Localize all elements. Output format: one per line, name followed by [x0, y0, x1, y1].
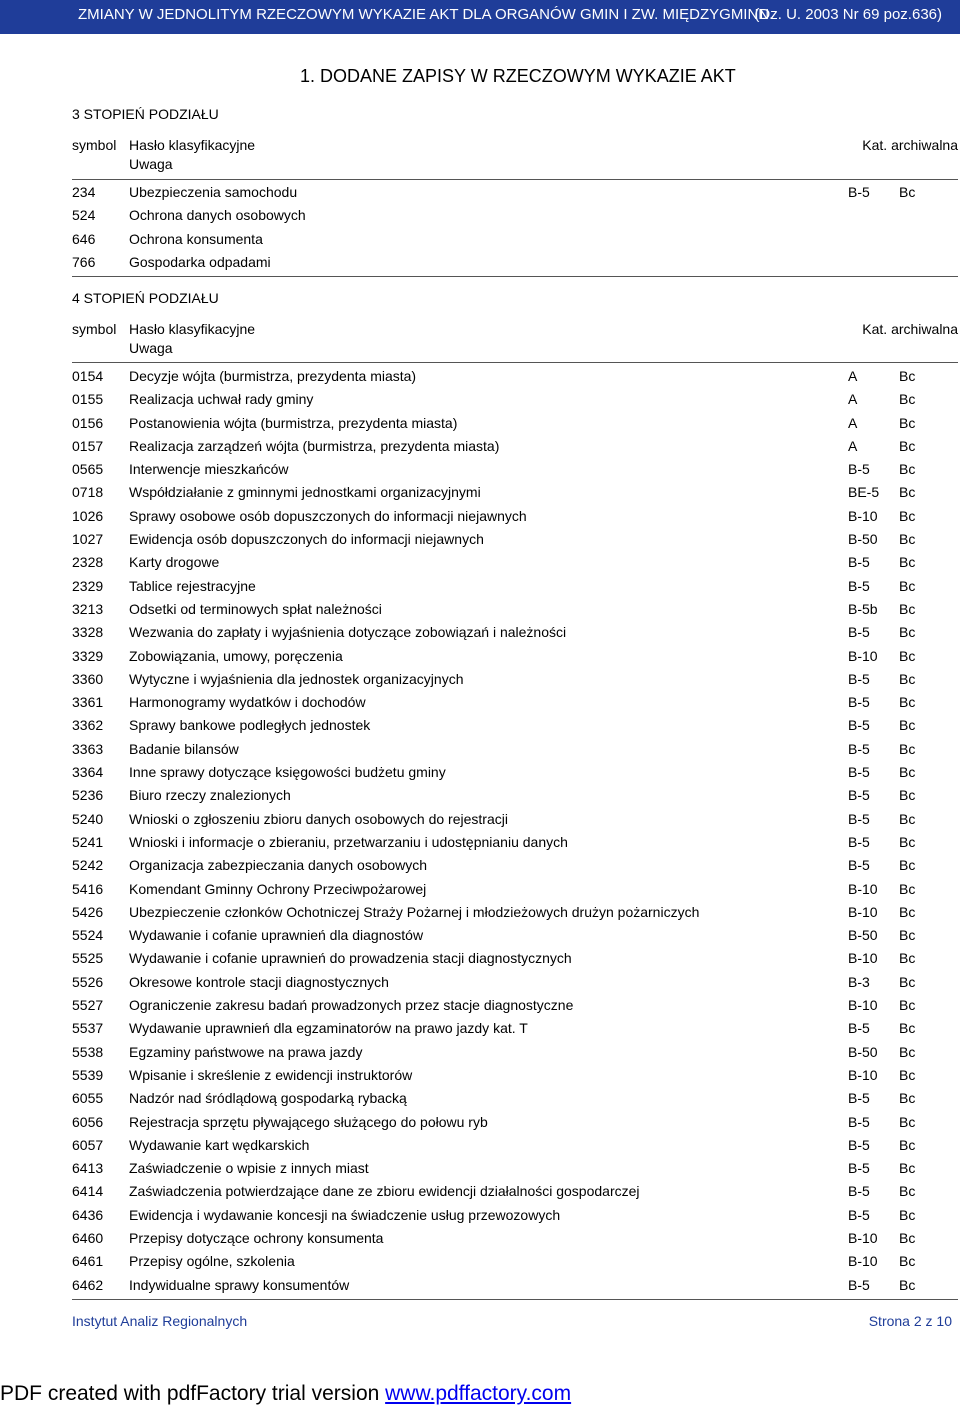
row-haslo: Sprawy bankowe podległych jednostek [129, 717, 371, 734]
row-symbol: 5527 [72, 997, 104, 1014]
row-haslo: Zobowiązania, umowy, poręczenia [129, 647, 343, 664]
table-row [72, 1227, 958, 1250]
row-kat-archiwalna: B-10 [848, 1066, 878, 1083]
row-kat-archiwalna: B-5 [848, 1206, 870, 1223]
pdf-trial-note [0, 1382, 571, 1406]
table-row [72, 1204, 958, 1227]
row-kat-bc: Bc [899, 368, 916, 384]
table-row [72, 901, 958, 924]
row-kat-archiwalna: B-10 [848, 880, 878, 897]
row-haslo: Nadzór nad śródlądową gospodarką rybacką [129, 1090, 407, 1107]
row-kat-bc: Bc [899, 1253, 916, 1270]
row-haslo: Okresowe kontrole stacji diagnostycznych [129, 973, 389, 990]
row-kat-archiwalna: A [848, 368, 858, 384]
table-row [72, 1157, 958, 1180]
table-row [72, 228, 958, 251]
table-row [72, 924, 958, 947]
row-symbol: 2329 [72, 577, 104, 594]
row-haslo: Organizacja zabezpieczania danych osobowych [129, 857, 428, 874]
row-haslo: Inne sprawy dotyczące księgowości budżetu gminy [129, 764, 446, 781]
row-symbol: 6413 [72, 1160, 104, 1177]
row-haslo: Postanowienia wójta (burmistrza, prezydenta miasta) [129, 414, 458, 431]
row-kat-archiwalna: B-5 [848, 184, 870, 200]
row-kat-bc: Bc [899, 997, 916, 1014]
row-symbol: 5526 [72, 973, 104, 990]
row-kat-bc: Bc [899, 1276, 916, 1293]
row-haslo: Ewidencja i wydawanie koncesji na świadczenie usług przewozowych [129, 1206, 561, 1223]
row-kat-bc: Bc [899, 554, 916, 571]
row-symbol: 3364 [72, 764, 104, 781]
row-haslo: Harmonogramy wydatków i dochodów [129, 694, 366, 711]
row-kat-archiwalna: BE-5 [848, 484, 880, 501]
row-symbol: 6436 [72, 1206, 104, 1223]
row-kat-archiwalna: B-5 [848, 717, 870, 734]
table-row [72, 598, 958, 621]
row-kat-bc: Bc [899, 903, 916, 920]
row-symbol: 3361 [72, 694, 104, 711]
row-symbol: 5416 [72, 880, 104, 897]
row-kat-bc: Bc [899, 600, 916, 617]
row-kat-archiwalna: B-50 [848, 927, 878, 944]
row-symbol: 5537 [72, 1020, 104, 1037]
column-header-haslo: Hasło klasyfikacyjne [129, 321, 256, 337]
row-symbol: 646 [72, 230, 96, 247]
table-row [72, 528, 958, 551]
row-symbol: 6056 [72, 1113, 104, 1130]
row-symbol: 5241 [72, 833, 104, 850]
row-haslo: Ochrona konsumenta [129, 230, 263, 247]
row-symbol: 0154 [72, 368, 104, 384]
row-symbol: 1027 [72, 531, 104, 548]
row-kat-archiwalna: B-5 [848, 461, 870, 478]
row-kat-archiwalna: B-10 [848, 903, 878, 920]
row-haslo: Wytyczne i wyjaśnienia dla jednostek organizacyjnych [129, 670, 464, 687]
row-kat-archiwalna: B-10 [848, 507, 878, 524]
row-kat-bc: Bc [899, 880, 916, 897]
row-haslo: Komendant Gminny Ochrony Przeciwpożarowej [129, 880, 427, 897]
row-kat-bc: Bc [899, 717, 916, 734]
table-row [72, 181, 958, 204]
row-haslo: Interwencje mieszkańców [129, 461, 289, 478]
footer-page-number: Strona 2 z 10 [868, 1313, 952, 1329]
column-header-symbol: symbol [72, 321, 117, 337]
table-row [72, 994, 958, 1017]
row-symbol: 5538 [72, 1043, 104, 1060]
document-header-reference: (Dz. U. 2003 Nr 69 poz.636) [754, 6, 942, 23]
level4-header-divider [72, 362, 958, 363]
row-symbol: 234 [72, 184, 96, 200]
document-header-title: ZMIANY W JEDNOLITYM RZECZOWYM WYKAZIE AKT DLA ORGANÓW GMIN I ZW. MIĘDZYGMINN. [78, 6, 774, 23]
row-kat-bc: Bc [899, 1043, 916, 1060]
table-row [72, 831, 958, 854]
row-symbol: 3329 [72, 647, 104, 664]
table-row [72, 481, 958, 504]
document-header-banner [0, 0, 960, 34]
table-row [72, 1041, 958, 1064]
row-kat-bc: Bc [899, 787, 916, 804]
row-haslo: Realizacja uchwał rady gminy [129, 391, 314, 408]
table-row [72, 1064, 958, 1087]
table-row [72, 412, 958, 435]
table-row [72, 691, 958, 714]
level3-title: 3 STOPIEŃ PODZIAŁU [72, 106, 219, 122]
row-symbol: 5539 [72, 1066, 104, 1083]
row-symbol: 0565 [72, 461, 104, 478]
row-haslo: Współdziałanie z gminnymi jednostkami organizacyjnymi [129, 484, 481, 501]
row-symbol: 5236 [72, 787, 104, 804]
row-haslo: Wydawanie i cofanie uprawnień do prowadzenia stacji diagnostycznych [129, 950, 572, 967]
row-symbol: 3363 [72, 740, 104, 757]
row-symbol: 5426 [72, 903, 104, 920]
row-symbol: 0155 [72, 391, 104, 408]
row-symbol: 6055 [72, 1090, 104, 1107]
row-kat-archiwalna: B-5 [848, 554, 870, 571]
row-haslo: Przepisy ogólne, szkolenia [129, 1253, 295, 1270]
row-kat-archiwalna: A [848, 391, 858, 408]
table-row [72, 204, 958, 227]
column-header-kat: Kat. archiwalna [862, 321, 958, 337]
row-symbol: 3360 [72, 670, 104, 687]
row-haslo: Przepisy dotyczące ochrony konsumenta [129, 1229, 384, 1246]
table-row [72, 1180, 958, 1203]
row-kat-bc: Bc [899, 950, 916, 967]
row-kat-bc: Bc [899, 1229, 916, 1246]
row-kat-archiwalna: B-5 [848, 1276, 870, 1293]
row-kat-bc: Bc [899, 833, 916, 850]
table-row [72, 1111, 958, 1134]
row-kat-archiwalna: B-10 [848, 1229, 878, 1246]
column-header-uwaga: Uwaga [129, 340, 173, 356]
pdf-trial-text: PDF created with pdfFactory trial version [0, 1382, 386, 1405]
row-kat-archiwalna: B-5 [848, 1113, 870, 1130]
table-row [72, 435, 958, 458]
level3-bottom-divider [72, 276, 958, 277]
level3-table [72, 181, 958, 274]
table-row [72, 784, 958, 807]
row-kat-bc: Bc [899, 647, 916, 664]
row-kat-archiwalna: B-5 [848, 1020, 870, 1037]
row-haslo: Badanie bilansów [129, 740, 239, 757]
pdffactory-link[interactable]: www.pdffactory.com [385, 1382, 572, 1405]
row-haslo: Zaświadczenia potwierdzające dane ze zbioru ewidencji działalności gospodarczej [129, 1183, 640, 1200]
section-title: 1. DODANE ZAPISY W RZECZOWYM WYKAZIE AKT [300, 66, 736, 86]
table-row [72, 1134, 958, 1157]
row-symbol: 0156 [72, 414, 104, 431]
row-haslo: Wnioski o zgłoszeniu zbioru danych osobowych do rejestracji [129, 810, 508, 827]
row-haslo: Wydawanie uprawnień dla egzaminatorów na prawo jazdy kat. T [129, 1020, 528, 1037]
table-row [72, 365, 958, 388]
row-haslo: Realizacja zarządzeń wójta (burmistrza, prezydenta miasta) [129, 437, 500, 454]
row-symbol: 5525 [72, 950, 104, 967]
row-kat-bc: Bc [899, 1020, 916, 1037]
row-haslo: Decyzje wójta (burmistrza, prezydenta miasta) [129, 368, 417, 384]
row-kat-archiwalna: B-5 [848, 670, 870, 687]
row-kat-bc: Bc [899, 857, 916, 874]
row-kat-archiwalna: B-5b [848, 600, 878, 617]
row-kat-bc: Bc [899, 391, 916, 408]
row-kat-archiwalna: B-5 [848, 694, 870, 711]
row-kat-archiwalna: B-10 [848, 1253, 878, 1270]
row-kat-archiwalna: B-5 [848, 1183, 870, 1200]
column-header-kat: Kat. archiwalna [862, 137, 958, 153]
column-header-symbol: symbol [72, 137, 117, 153]
footer-divider [72, 1299, 958, 1300]
table-row [72, 645, 958, 668]
row-symbol: 6460 [72, 1229, 104, 1246]
table-row [72, 878, 958, 901]
table-row [72, 1087, 958, 1110]
level4-title: 4 STOPIEŃ PODZIAŁU [72, 290, 219, 306]
row-symbol: 524 [72, 207, 96, 224]
table-row [72, 808, 958, 831]
row-kat-bc: Bc [899, 507, 916, 524]
row-symbol: 2328 [72, 554, 104, 571]
row-haslo: Ubezpieczenie członków Ochotniczej Straży Pożarnej i młodzieżowych drużyn pożarniczych [129, 903, 700, 920]
level3-column-header [72, 137, 958, 177]
row-kat-archiwalna: B-5 [848, 810, 870, 827]
row-kat-bc: Bc [899, 1160, 916, 1177]
row-kat-archiwalna: B-5 [848, 764, 870, 781]
row-kat-archiwalna: B-5 [848, 857, 870, 874]
row-symbol: 0157 [72, 437, 104, 454]
row-kat-archiwalna: B-5 [848, 833, 870, 850]
row-haslo: Tablice rejestracyjne [129, 577, 256, 594]
row-kat-bc: Bc [899, 624, 916, 641]
table-row [72, 1250, 958, 1273]
row-symbol: 6414 [72, 1183, 104, 1200]
row-kat-bc: Bc [899, 1113, 916, 1130]
row-symbol: 5524 [72, 927, 104, 944]
row-kat-archiwalna: B-50 [848, 1043, 878, 1060]
row-kat-bc: Bc [899, 973, 916, 990]
row-kat-archiwalna: B-5 [848, 577, 870, 594]
footer-institute: Instytut Analiz Regionalnych [72, 1313, 248, 1329]
row-symbol: 5242 [72, 857, 104, 874]
row-kat-bc: Bc [899, 740, 916, 757]
row-kat-archiwalna: B-50 [848, 531, 878, 548]
row-kat-bc: Bc [899, 927, 916, 944]
row-haslo: Biuro rzeczy znalezionych [129, 787, 291, 804]
table-row [72, 575, 958, 598]
row-haslo: Odsetki od terminowych spłat należności [129, 600, 382, 617]
row-haslo: Ochrona danych osobowych [129, 207, 306, 224]
table-row [72, 621, 958, 644]
row-kat-bc: Bc [899, 484, 916, 501]
row-kat-bc: Bc [899, 1066, 916, 1083]
row-haslo: Sprawy osobowe osób dopuszczonych do informacji niejawnych [129, 507, 527, 524]
row-haslo: Ewidencja osób dopuszczonych do informacji niejawnych [129, 531, 484, 548]
row-symbol: 5240 [72, 810, 104, 827]
row-kat-archiwalna: B-3 [848, 973, 870, 990]
row-symbol: 6057 [72, 1136, 104, 1153]
table-row [72, 738, 958, 761]
row-kat-bc: Bc [899, 670, 916, 687]
level3-header-divider [72, 179, 958, 180]
row-kat-archiwalna: A [848, 414, 858, 431]
row-haslo: Wpisanie i skreślenie z ewidencji instruktorów [129, 1066, 413, 1083]
level4-column-header [72, 321, 958, 361]
table-row [72, 251, 958, 274]
row-kat-bc: Bc [899, 1136, 916, 1153]
row-symbol: 1026 [72, 507, 104, 524]
row-kat-bc: Bc [899, 461, 916, 478]
row-haslo: Zaświadczenie o wpisie z innych miast [129, 1160, 369, 1177]
table-row [72, 854, 958, 877]
table-row [72, 505, 958, 528]
row-haslo: Karty drogowe [129, 554, 220, 571]
row-kat-archiwalna: B-5 [848, 740, 870, 757]
row-kat-bc: Bc [899, 1183, 916, 1200]
row-haslo: Indywidualne sprawy konsumentów [129, 1276, 350, 1293]
table-row [72, 761, 958, 784]
row-haslo: Ograniczenie zakresu badań prowadzonych przez stacje diagnostyczne [129, 997, 574, 1014]
row-kat-bc: Bc [899, 184, 916, 200]
row-haslo: Ubezpieczenia samochodu [129, 184, 298, 200]
row-haslo: Wezwania do zapłaty i wyjaśnienia dotyczące zobowiązań i należności [129, 624, 567, 641]
row-kat-bc: Bc [899, 437, 916, 454]
row-symbol: 766 [72, 253, 96, 270]
row-symbol: 3362 [72, 717, 104, 734]
table-row [72, 1017, 958, 1040]
row-kat-archiwalna: B-10 [848, 647, 878, 664]
row-kat-bc: Bc [899, 1206, 916, 1223]
row-kat-archiwalna: B-5 [848, 1136, 870, 1153]
table-row [72, 947, 958, 970]
table-row [72, 551, 958, 574]
row-kat-bc: Bc [899, 414, 916, 431]
row-haslo: Gospodarka odpadami [129, 253, 271, 270]
row-symbol: 3328 [72, 624, 104, 641]
row-kat-archiwalna: A [848, 437, 858, 454]
column-header-haslo: Hasło klasyfikacyjne [129, 137, 256, 153]
row-kat-bc: Bc [899, 531, 916, 548]
row-kat-bc: Bc [899, 764, 916, 781]
level4-table [72, 365, 958, 1297]
row-kat-archiwalna: B-10 [848, 950, 878, 967]
row-kat-archiwalna: B-5 [848, 1090, 870, 1107]
table-row [72, 1274, 958, 1297]
row-kat-archiwalna: B-5 [848, 787, 870, 804]
row-kat-bc: Bc [899, 810, 916, 827]
table-row [72, 971, 958, 994]
row-kat-archiwalna: B-5 [848, 624, 870, 641]
table-row [72, 668, 958, 691]
row-kat-bc: Bc [899, 577, 916, 594]
row-haslo: Wydawanie kart wędkarskich [129, 1136, 310, 1153]
row-kat-archiwalna: B-10 [848, 997, 878, 1014]
row-symbol: 0718 [72, 484, 104, 501]
row-symbol: 6461 [72, 1253, 104, 1270]
table-row [72, 714, 958, 737]
column-header-uwaga: Uwaga [129, 156, 173, 172]
row-haslo: Wnioski i informacje o zbieraniu, przetwarzaniu i udostępnianiu danych [129, 833, 568, 850]
table-row [72, 458, 958, 481]
row-kat-archiwalna: B-5 [848, 1160, 870, 1177]
row-symbol: 3213 [72, 600, 104, 617]
row-symbol: 6462 [72, 1276, 104, 1293]
row-haslo: Egzaminy państwowe na prawa jazdy [129, 1043, 363, 1060]
table-row [72, 388, 958, 411]
row-haslo: Rejestracja sprzętu pływającego służącego do połowu ryb [129, 1113, 488, 1130]
row-kat-bc: Bc [899, 1090, 916, 1107]
row-kat-bc: Bc [899, 694, 916, 711]
row-haslo: Wydawanie i cofanie uprawnień dla diagnostów [129, 927, 424, 944]
